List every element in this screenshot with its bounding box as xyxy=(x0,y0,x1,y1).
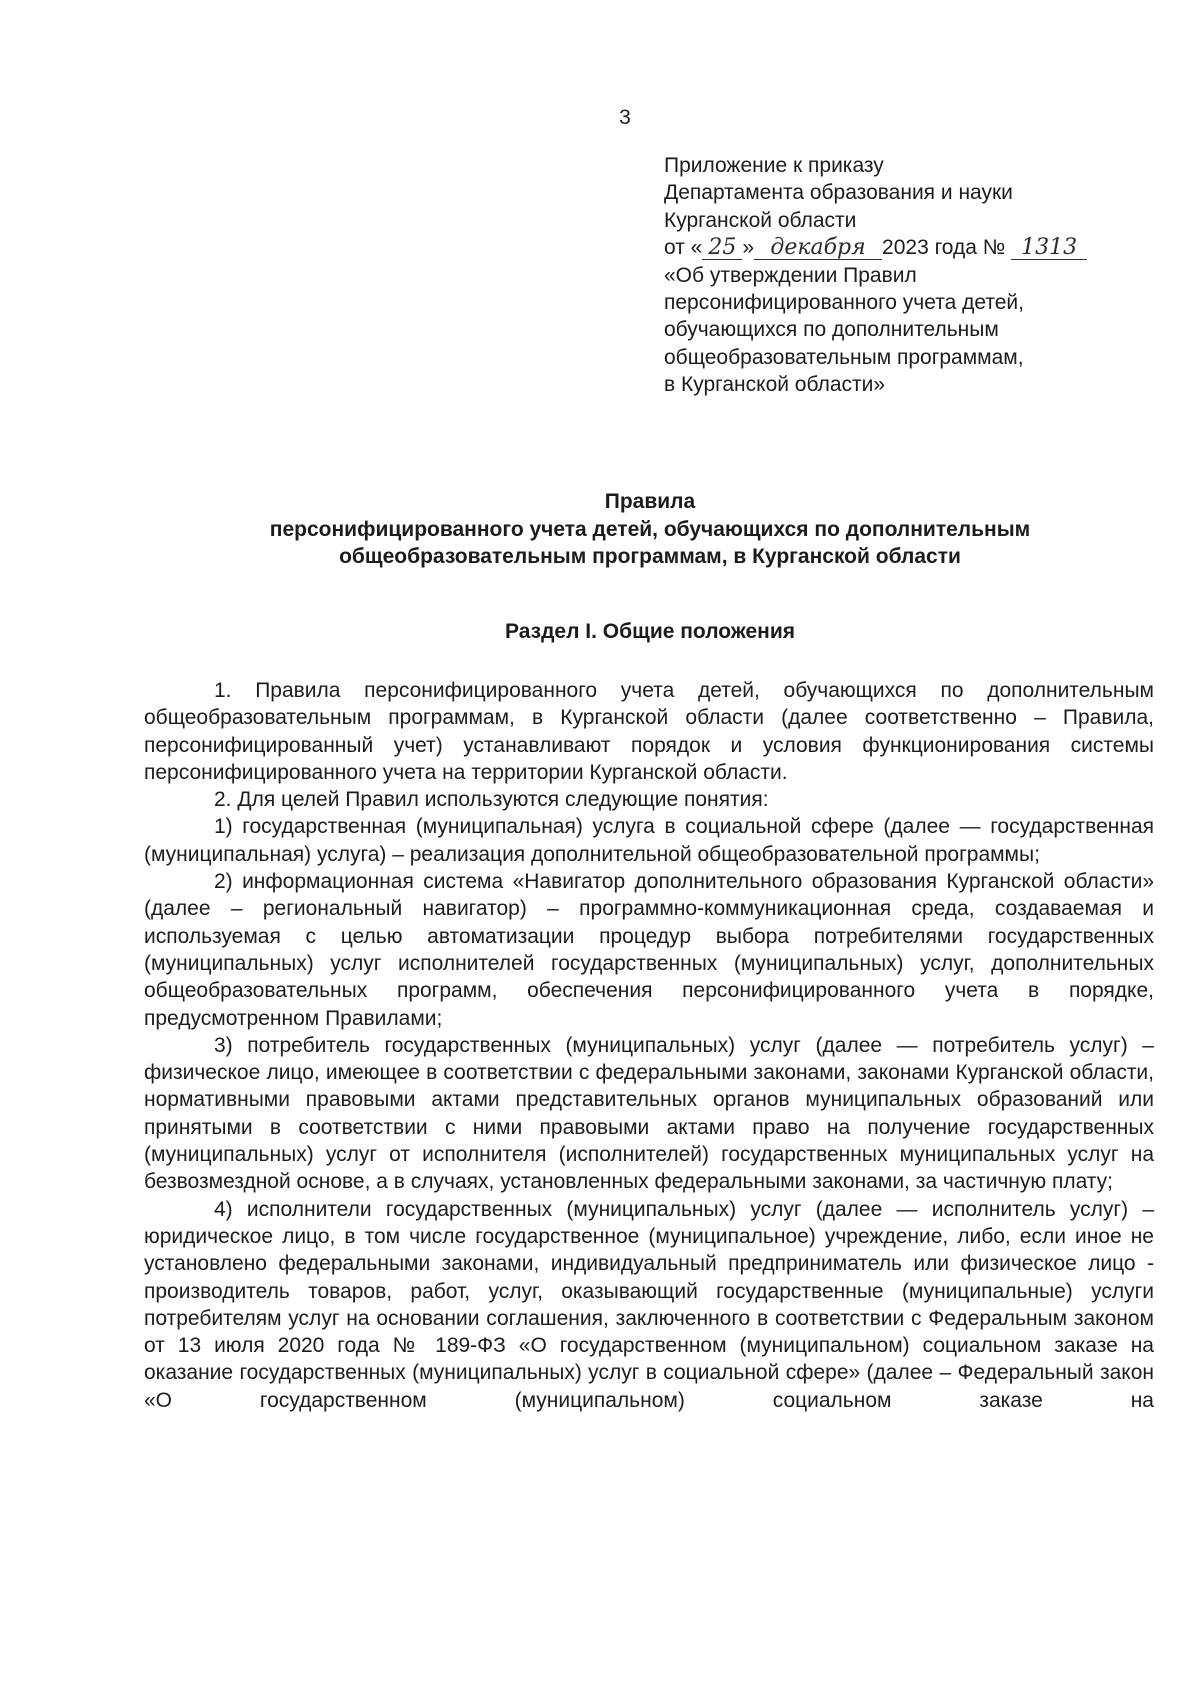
title-line-1: Правила xyxy=(604,490,696,513)
appendix-line-3: Курганской области xyxy=(664,208,857,232)
appendix-header xyxy=(664,152,1134,399)
date-year: 2023 года № xyxy=(882,236,1006,260)
paragraph-1: 1. Правила персонифицированного учета детей, обучающихся по дополнительным общеобразовательным программам, в Курганской области (далее соответственно – Правила, персонифицированный учет) устанавливают порядок и условия функционирования системы персонифицированного учета на территории Курганской области. xyxy=(144,679,1154,784)
handwritten-month: декабря xyxy=(754,237,882,260)
paragraph-3: 1) государственная (муниципальная) услуга в социальной сфере (далее — государственная (муниципальная) услуга) – реализация дополнительной общеобразовательной программы; xyxy=(144,815,1154,866)
paragraph-4: 2) информационная система «Навигатор дополнительного образования Курганской области» (далее – региональный навигатор) – программно-коммуникационная среда, создаваемая и используемая с целью автоматизации процедур выбора потребителями государственных (муниципальных) услуг исполнителей государственных (муниципальных) услуг, дополнительных общеобразовательных программ, обеспечения персонифицированного учета в порядке, предусмотренном Правилами; xyxy=(144,870,1154,1030)
appendix-line-5: «Об утверждении Правил xyxy=(664,263,917,287)
paragraph-5: 3) потребитель государственных (муниципальных) услуг (далее — потребитель услуг) – физическое лицо, имеющее в соответствии с федеральными законами, законами Курганской области, нормативными правовыми актами представительных органов муниципальных образований или принятыми в соответствии с ними правовыми актами право на получение государственных (муниципальных) услуг от исполнителя (исполнителей) государственных муниципальных услуг на безвозмездной основе, а в случаях, установленных федеральными законами, за частичную плату; xyxy=(144,1033,1154,1194)
appendix-line-6: персонифицированного учета детей, xyxy=(664,291,1024,315)
appendix-line-7: обучающихся по дополнительным xyxy=(664,318,999,342)
paragraph-6: 4) исполнители государственных (муниципальных) услуг (далее — исполнитель услуг) – юридическое лицо, в том числе государственное (муниципальное) учреждение, либо, если иное не установлено федеральными законами, индивидуальный предприниматель или физическое лицо - производитель товаров, работ, услуг, оказывающий государственные (муниципальные) услуги потребителям услуг на основании соглашения, заключенного в соответствии с Федеральным законом от 13 июля 2020 года № 189-ФЗ «О государственном (муниципальном) социальном заказе на оказание государственных (муниципальных) услуг в социальной сфере» (далее – Федеральный закон «О государственном (муниципальном) социальном заказе на xyxy=(144,1197,1154,1412)
appendix-line-1: Приложение к приказу xyxy=(664,154,884,177)
date-prefix: от « xyxy=(664,236,703,260)
section-title: Раздел I. Общие положения xyxy=(505,620,795,643)
page-number: 3 xyxy=(619,106,631,129)
handwritten-day: 25 xyxy=(702,237,742,260)
appendix-date-line xyxy=(664,234,1134,261)
title-line-2: персонифицированного учета детей, обучающихся по дополнительным xyxy=(269,517,1031,541)
appendix-line-9: в Курганской области» xyxy=(664,373,886,397)
appendix-line-2: Департамента образования и науки xyxy=(664,181,1013,205)
document-title xyxy=(140,488,1160,571)
paragraph-2: 2. Для целей Правил используются следующие понятия: xyxy=(214,788,769,812)
date-mid: » xyxy=(742,236,755,260)
document-body xyxy=(144,677,1154,1414)
appendix-line-8: общеобразовательным программам, xyxy=(664,345,1024,369)
handwritten-order-number: 1313 xyxy=(1011,237,1087,260)
title-line-3: общеобразовательным программам, в Курганской области xyxy=(339,545,961,568)
